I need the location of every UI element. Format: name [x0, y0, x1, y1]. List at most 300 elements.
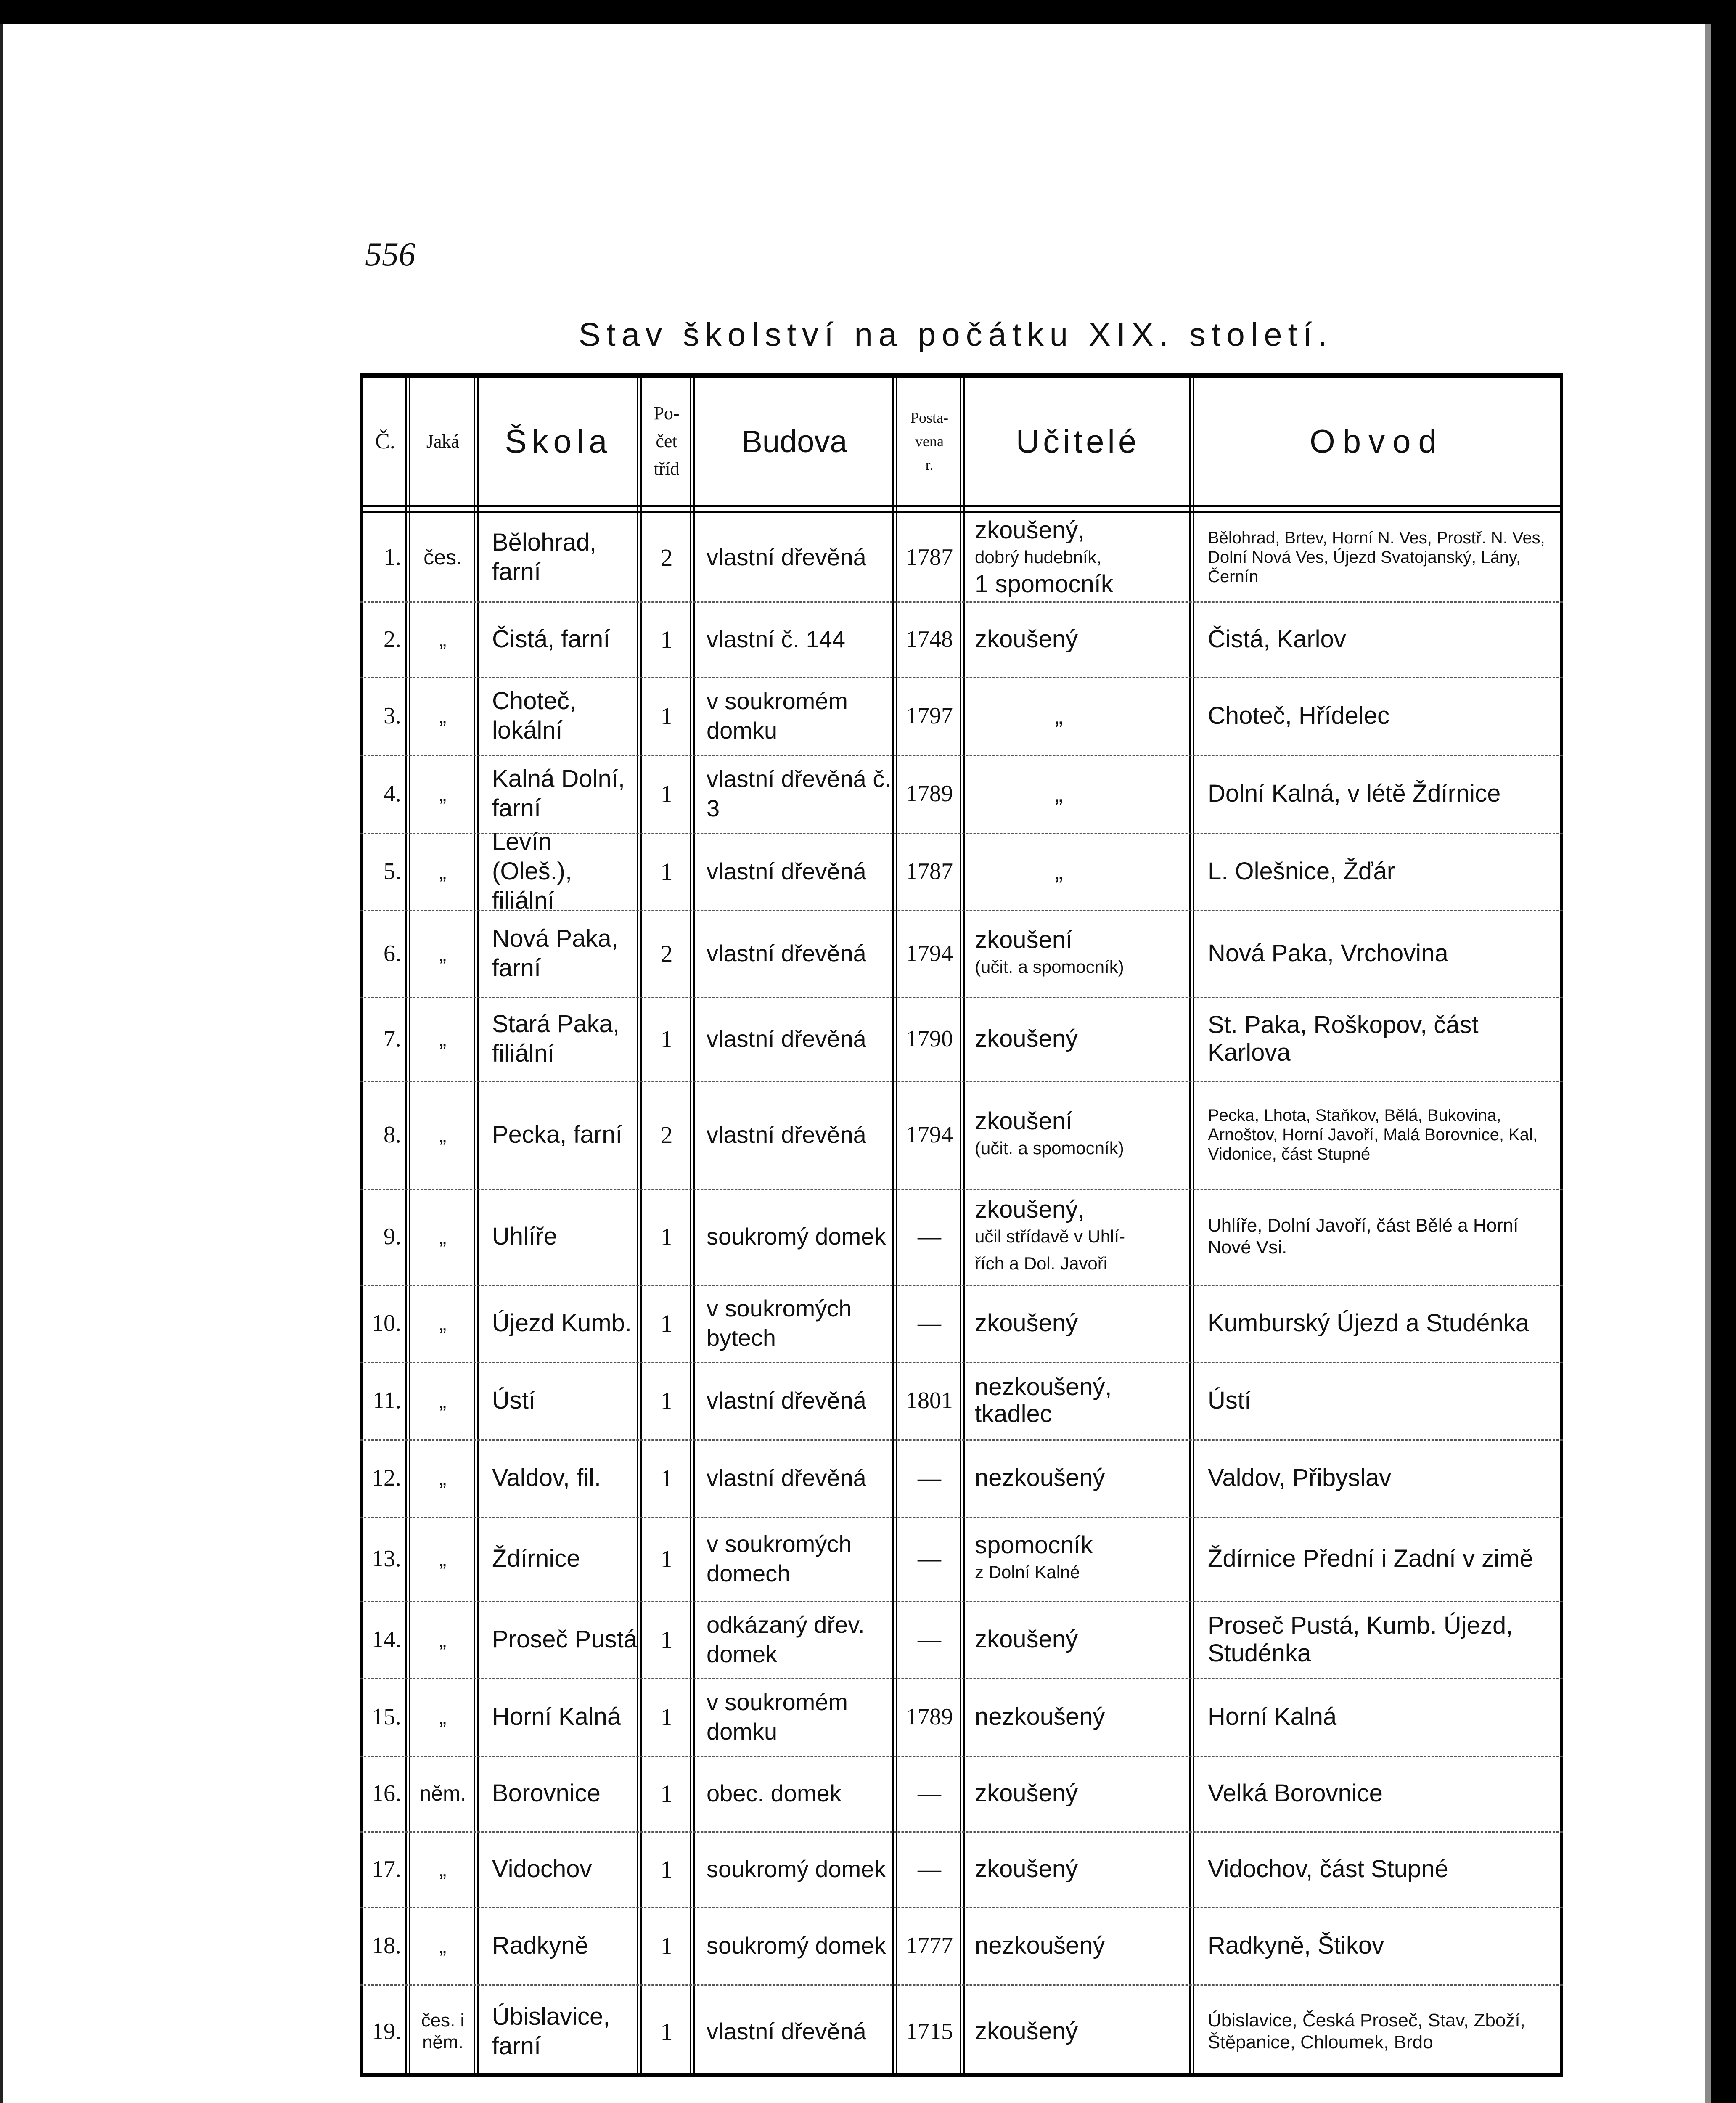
cell-no	[364, 1756, 406, 1831]
cell-text: soukromý domek	[707, 1223, 886, 1250]
cell-text: Ždírnice Přední i Zadní v zimě	[1208, 1545, 1533, 1572]
cell-rok	[898, 1907, 961, 1984]
cell-text: Uhlíře, Dolní Javoří, část Bělé a Horní Nové Vsi.	[1208, 1215, 1519, 1258]
cell-text: 1789	[906, 1704, 953, 1730]
cell-text: 1790	[906, 1026, 953, 1052]
cell-ucitel	[966, 755, 1190, 833]
cell-text: Stará Paka, filiální	[492, 1010, 620, 1067]
cell-text: —	[918, 1224, 941, 1250]
ucitel-line: zkoušený	[975, 1025, 1078, 1052]
cell-text: Pecka, Lhota, Staňkov, Bělá, Bukovina, Arnoštov, Horní Javoří, Malá Borovnice, Kal, Vidonice, část Stupné	[1208, 1106, 1538, 1163]
cell-text: „	[439, 1466, 447, 1490]
school-table	[360, 373, 1563, 2077]
ucitel-line: zkoušený	[975, 625, 1078, 653]
cell-pocet	[643, 910, 691, 997]
ucitel-line: tkadlec	[975, 1400, 1052, 1428]
cell-skola	[479, 677, 638, 755]
cell-obvod	[1195, 1678, 1559, 1756]
cell-text: 2	[660, 1121, 673, 1149]
ucitel-line: nezkoušený,	[975, 1373, 1112, 1401]
cell-ucitel	[966, 1189, 1190, 1285]
cell-text: vlastní dřevěná	[707, 1387, 866, 1414]
cell-obvod	[1195, 513, 1559, 601]
cell-no	[364, 1831, 406, 1907]
scan-border-top	[0, 0, 1736, 24]
scan-edge-shadow	[1705, 24, 1711, 2103]
cell-text: 1787	[906, 544, 953, 570]
cell-jaka	[411, 1362, 474, 1439]
cell-ucitel	[966, 1081, 1190, 1189]
cell-text: soukromý domek	[707, 1856, 886, 1882]
cell-pocet	[643, 755, 691, 833]
cell-text: Úbislavice, farní	[492, 2003, 610, 2060]
cell-text: něm.	[419, 1782, 466, 1805]
cell-text: 1	[660, 1223, 673, 1250]
cell-jaka	[411, 677, 474, 755]
cell-text: 9.	[384, 1224, 401, 1250]
cell-rok	[898, 1081, 961, 1189]
cell-rok	[898, 910, 961, 997]
cell-no	[364, 997, 406, 1081]
cell-obvod	[1195, 1831, 1559, 1907]
ucitel-line: spomocník	[975, 1531, 1093, 1559]
cell-text: Choteč, lokální	[492, 687, 576, 744]
cell-text: —	[918, 1780, 941, 1806]
cell-text: 15.	[372, 1704, 401, 1730]
cell-rok	[898, 1517, 961, 1601]
cell-text: Radkyně, Štikov	[1208, 1932, 1384, 1959]
header-pocet-line: Po-	[654, 403, 680, 424]
ucitel-line: (učit. a spomocník)	[975, 957, 1124, 977]
cell-jaka	[411, 910, 474, 997]
cell-text: 17.	[372, 1856, 401, 1882]
cell-text: 2	[660, 543, 673, 571]
cell-pocet	[643, 1285, 691, 1362]
cell-text: 1	[660, 702, 673, 730]
cell-rok	[898, 755, 961, 833]
cell-jaka	[411, 833, 474, 910]
ucitel-line: učil střídavě v Uhlí-	[975, 1226, 1125, 1246]
cell-text: —	[918, 1546, 941, 1572]
cell-text: „	[439, 860, 447, 883]
cell-text: 7.	[384, 1026, 401, 1052]
cell-obvod	[1195, 833, 1559, 910]
header-ucitele: Učitelé	[1016, 422, 1140, 460]
cell-jaka	[411, 997, 474, 1081]
cell-budova	[696, 1756, 893, 1831]
page-title: Stav školství na počátku XIX. století.	[579, 316, 1333, 353]
cell-text: v soukromém domku	[707, 688, 848, 744]
cell-text: Vidochov	[492, 1855, 592, 1883]
cell-text: 1777	[906, 1933, 953, 1959]
cell-budova	[696, 910, 893, 997]
cell-text: Valdov, Přibyslav	[1208, 1464, 1392, 1491]
cell-rok	[898, 1831, 961, 1907]
cell-text: Choteč, Hřídelec	[1208, 702, 1389, 729]
cell-ucitel	[966, 601, 1190, 677]
cell-pocet	[643, 1439, 691, 1517]
cell-rok	[898, 833, 961, 910]
cell-budova	[696, 755, 893, 833]
cell-budova	[696, 1081, 893, 1189]
header-no: Č.	[375, 429, 395, 453]
cell-obvod	[1195, 1081, 1559, 1189]
ucitel-line: zkoušený	[975, 1626, 1078, 1653]
cell-jaka	[411, 1756, 474, 1831]
cell-obvod	[1195, 1984, 1559, 2079]
cell-budova	[696, 1189, 893, 1285]
cell-obvod	[1195, 1189, 1559, 1285]
cell-text: Radkyně	[492, 1932, 588, 1959]
cell-budova	[696, 513, 893, 601]
cell-rok	[898, 1362, 961, 1439]
cell-pocet	[643, 677, 691, 755]
ucitel-line: „	[1055, 780, 1063, 807]
cell-jaka	[411, 1907, 474, 1984]
cell-text: 1787	[906, 858, 953, 885]
scan-border-right	[1711, 0, 1736, 2103]
cell-pocet	[643, 1984, 691, 2079]
cell-text: „	[439, 1547, 447, 1571]
cell-no	[364, 1678, 406, 1756]
cell-text: „	[439, 1857, 447, 1881]
cell-skola	[479, 1189, 638, 1285]
header-pocet-line: čet	[656, 431, 677, 451]
cell-ucitel	[966, 1601, 1190, 1678]
cell-text: „	[439, 1934, 447, 1957]
cell-no	[364, 1984, 406, 2079]
cell-text: Valdov, fil.	[492, 1464, 601, 1491]
cell-text: 19.	[372, 2018, 401, 2045]
cell-rok	[898, 677, 961, 755]
cell-skola	[479, 1362, 638, 1439]
cell-skola	[479, 1831, 638, 1907]
cell-text: Nová Paka, Vrchovina	[1208, 940, 1448, 967]
ucitel-line: zkoušení	[975, 926, 1073, 954]
cell-rok	[898, 1601, 961, 1678]
page-number: 556	[365, 236, 415, 273]
cell-text: Kumburský Újezd a Studénka	[1208, 1309, 1530, 1337]
cell-skola	[479, 1984, 638, 2079]
cell-text: 1801	[906, 1388, 953, 1414]
cell-pocet	[643, 1907, 691, 1984]
cell-rok	[898, 1439, 961, 1517]
ucitel-line: nezkoušený	[975, 1932, 1105, 1959]
cell-budova	[696, 1984, 893, 2079]
ucitel-line: zkoušený	[975, 1855, 1078, 1883]
cell-text: 1	[660, 1780, 673, 1807]
cell-pocet	[643, 1601, 691, 1678]
cell-pocet	[643, 1831, 691, 1907]
cell-jaka	[411, 1601, 474, 1678]
cell-budova	[696, 1285, 893, 1362]
cell-text: Nová Paka, farní	[492, 925, 618, 982]
cell-text: 1	[660, 1387, 673, 1414]
cell-pocet	[643, 1362, 691, 1439]
cell-text: Proseč Pustá	[492, 1626, 637, 1653]
cell-rok	[898, 1285, 961, 1362]
cell-no	[364, 1517, 406, 1601]
cell-ucitel	[966, 1907, 1190, 1984]
cell-text: 12.	[372, 1465, 401, 1491]
cell-text: Bělohrad, farní	[492, 529, 597, 585]
cell-text: Čistá, Karlov	[1208, 625, 1346, 653]
cell-skola	[479, 601, 638, 677]
cell-no	[364, 513, 406, 601]
cell-text: Horní Kalná	[492, 1703, 621, 1730]
cell-rok	[898, 1189, 961, 1285]
cell-text: Vidochov, část Stupné	[1208, 1855, 1448, 1883]
cell-ucitel	[966, 1756, 1190, 1831]
cell-skola	[479, 1756, 638, 1831]
cell-rok	[898, 1678, 961, 1756]
cell-text: 2.	[384, 626, 401, 652]
cell-ucitel	[966, 1362, 1190, 1439]
cell-text: 1	[660, 1932, 673, 1960]
cell-text: 1748	[906, 626, 953, 652]
cell-text: Uhlíře	[492, 1223, 557, 1250]
header-pocet-trid	[643, 378, 691, 505]
cell-text: 1	[660, 1025, 673, 1053]
cell-obvod	[1195, 910, 1559, 997]
cell-ucitel	[966, 1285, 1190, 1362]
cell-text: Pecka, farní	[492, 1121, 622, 1148]
cell-no	[364, 1081, 406, 1189]
cell-ucitel	[966, 833, 1190, 910]
ucitel-line: zkoušený	[975, 1780, 1078, 1807]
cell-no	[364, 1439, 406, 1517]
cell-pocet	[643, 833, 691, 910]
cell-text: 1715	[906, 2018, 953, 2045]
cell-pocet	[643, 1517, 691, 1601]
header-postavena	[898, 378, 961, 505]
header-pocet-line: tříd	[654, 458, 680, 479]
cell-skola	[479, 1601, 638, 1678]
cell-budova	[696, 997, 893, 1081]
ucitel-line: zkoušení	[975, 1107, 1073, 1135]
ucitel-line: zkoušený	[975, 1309, 1078, 1337]
cell-text: Ústí	[492, 1387, 536, 1414]
cell-text: —	[918, 1310, 941, 1336]
cell-text: vlastní dřevěná	[707, 1121, 866, 1148]
cell-no	[364, 910, 406, 997]
cell-no	[364, 1362, 406, 1439]
cell-ucitel	[966, 1678, 1190, 1756]
cell-budova	[696, 1601, 893, 1678]
cell-text: 11.	[373, 1388, 401, 1414]
cell-text: 1797	[906, 703, 953, 729]
header-obvod: Obvod	[1310, 422, 1444, 460]
cell-text: čes. i něm.	[421, 2010, 465, 2053]
cell-budova	[696, 1831, 893, 1907]
ucitel-line: dobrý hudebník,	[975, 547, 1102, 567]
cell-rok	[898, 513, 961, 601]
cell-jaka	[411, 755, 474, 833]
cell-rok	[898, 997, 961, 1081]
cell-jaka	[411, 1081, 474, 1189]
cell-text: odkázaný dřev. domek	[707, 1611, 865, 1667]
cell-no	[364, 833, 406, 910]
cell-text: „	[439, 704, 447, 728]
cell-text: vlastní dřevěná č. 3	[707, 765, 891, 821]
ucitel-line: „	[1055, 858, 1063, 885]
ucitel-line: nezkoušený	[975, 1703, 1105, 1730]
ucitel-line: řích a Dol. Javoři	[975, 1253, 1108, 1273]
cell-text: v soukromých domech	[707, 1531, 852, 1587]
cell-text: Bělohrad, Brtev, Horní N. Ves, Prostř. N. Ves, Dolní Nová Ves, Újezd Svatojanský, Lány, Černín	[1208, 529, 1545, 586]
cell-text: 18.	[372, 1933, 401, 1959]
cell-text: 6.	[384, 940, 401, 967]
cell-text: „	[439, 1311, 447, 1335]
cell-text: Dolní Kalná, v létě Ždírnice	[1208, 780, 1501, 807]
cell-text: „	[439, 1628, 447, 1651]
cell-jaka	[411, 1517, 474, 1601]
ucitel-line: (učit. a spomocník)	[975, 1138, 1124, 1158]
scan-border-left	[0, 0, 3, 2103]
cell-ucitel	[966, 1831, 1190, 1907]
ucitel-line: nezkoušený	[975, 1464, 1105, 1491]
cell-skola	[479, 1439, 638, 1517]
cell-text: „	[439, 1123, 447, 1147]
cell-skola	[479, 1285, 638, 1362]
cell-no	[364, 755, 406, 833]
cell-text: 5.	[384, 858, 401, 885]
cell-jaka	[411, 1984, 474, 2079]
cell-budova	[696, 601, 893, 677]
cell-budova	[696, 1362, 893, 1439]
cell-text: Horní Kalná	[1208, 1703, 1337, 1730]
cell-text: vlastní dřevěná	[707, 858, 866, 885]
cell-text: vlastní dřevěná	[707, 1025, 866, 1052]
cell-text: 1	[660, 625, 673, 653]
cell-text: v soukromých bytech	[707, 1295, 852, 1351]
cell-budova	[696, 1907, 893, 1984]
cell-skola	[479, 828, 638, 914]
cell-obvod	[1195, 677, 1559, 755]
cell-text: čes.	[423, 546, 462, 569]
cell-ucitel	[966, 677, 1190, 755]
cell-skola	[479, 755, 638, 833]
cell-text: 2	[660, 940, 673, 967]
cell-obvod	[1195, 1439, 1559, 1517]
cell-ucitel	[966, 1984, 1190, 2079]
cell-text: Proseč Pustá, Kumb. Újezd, Studénka	[1208, 1612, 1513, 1667]
cell-text: Ždírnice	[492, 1545, 580, 1572]
cell-obvod	[1195, 601, 1559, 677]
cell-jaka	[411, 1678, 474, 1756]
cell-text: 1789	[906, 781, 953, 807]
cell-text: 1	[660, 1309, 673, 1337]
cell-text: obec. domek	[707, 1780, 842, 1806]
cell-text: —	[918, 1626, 941, 1653]
cell-no	[364, 677, 406, 755]
cell-text: vlastní dřevěná	[707, 1465, 866, 1491]
cell-text: vlastní dřevěná	[707, 544, 866, 570]
cell-pocet	[643, 1756, 691, 1831]
cell-pocet	[643, 1189, 691, 1285]
cell-rok	[898, 1756, 961, 1831]
cell-text: 16.	[372, 1780, 401, 1806]
cell-jaka	[411, 1831, 474, 1907]
cell-ucitel	[966, 513, 1190, 601]
cell-jaka	[411, 1189, 474, 1285]
cell-text: 1794	[906, 1122, 953, 1148]
cell-text: „	[439, 1389, 447, 1412]
cell-text: „	[439, 1705, 447, 1729]
cell-pocet	[643, 1678, 691, 1756]
cell-budova	[696, 833, 893, 910]
cell-text: 1	[660, 780, 673, 808]
cell-budova	[696, 677, 893, 755]
cell-no	[364, 1907, 406, 1984]
header-budova: Budova	[741, 424, 847, 459]
cell-text: 8.	[384, 1122, 401, 1148]
cell-skola	[479, 513, 638, 601]
cell-text: 3.	[384, 703, 401, 729]
cell-rok	[898, 601, 961, 677]
header-postavena-line: r.	[925, 456, 934, 473]
cell-text: Levín (Oleš.), filiální	[492, 828, 572, 914]
cell-text: „	[439, 782, 447, 805]
ucitel-line: „	[1055, 702, 1063, 729]
cell-text: L. Olešnice, Žďár	[1208, 858, 1395, 885]
cell-text: 1	[660, 2018, 673, 2045]
cell-text: 1.	[384, 544, 401, 570]
header-postavena-line: vena	[915, 433, 944, 450]
cell-text: 1	[660, 1626, 673, 1653]
cell-rok	[898, 1984, 961, 2079]
cell-obvod	[1195, 1756, 1559, 1831]
cell-text: Ústí	[1208, 1387, 1252, 1414]
cell-skola	[479, 1081, 638, 1189]
cell-text: vlastní dřevěná	[707, 2018, 866, 2045]
cell-text: —	[918, 1465, 941, 1491]
cell-text: Borovnice	[492, 1780, 601, 1807]
cell-text: 1	[660, 1855, 673, 1883]
ucitel-line: z Dolní Kalné	[975, 1562, 1080, 1582]
cell-text: Velká Borovnice	[1208, 1780, 1383, 1807]
cell-text: 1	[660, 1464, 673, 1492]
cell-text: „	[439, 1027, 447, 1051]
cell-skola	[479, 997, 638, 1081]
cell-obvod	[1195, 997, 1559, 1081]
cell-text: 10.	[372, 1310, 401, 1336]
cell-skola	[479, 1907, 638, 1984]
cell-text: Čistá, farní	[492, 625, 610, 653]
cell-obvod	[1195, 1517, 1559, 1601]
cell-text: —	[918, 1856, 941, 1882]
cell-text: Úbislavice, Česká Proseč, Stav, Zboží, Štěpanice, Chloumek, Brdo	[1208, 2010, 1525, 2053]
cell-text: Kalná Dolní, farní	[492, 765, 625, 822]
cell-jaka	[411, 601, 474, 677]
cell-text: St. Paka, Roškopov, část Karlova	[1208, 1011, 1479, 1066]
ucitel-line: zkoušený,	[975, 1196, 1085, 1223]
cell-budova	[696, 1439, 893, 1517]
cell-text: v soukromém domku	[707, 1689, 848, 1745]
cell-text: soukromý domek	[707, 1932, 886, 1959]
cell-text: 14.	[372, 1626, 401, 1653]
ucitel-line: zkoušený,	[975, 516, 1085, 544]
cell-pocet	[643, 513, 691, 601]
cell-obvod	[1195, 1907, 1559, 1984]
cell-jaka	[411, 1285, 474, 1362]
cell-text: „	[439, 628, 447, 651]
cell-text: 1	[660, 1545, 673, 1573]
cell-text: „	[439, 942, 447, 965]
cell-ucitel	[966, 910, 1190, 997]
header-jaka: Jaká	[426, 431, 460, 452]
ucitel-line: 1 spomocník	[975, 570, 1113, 598]
